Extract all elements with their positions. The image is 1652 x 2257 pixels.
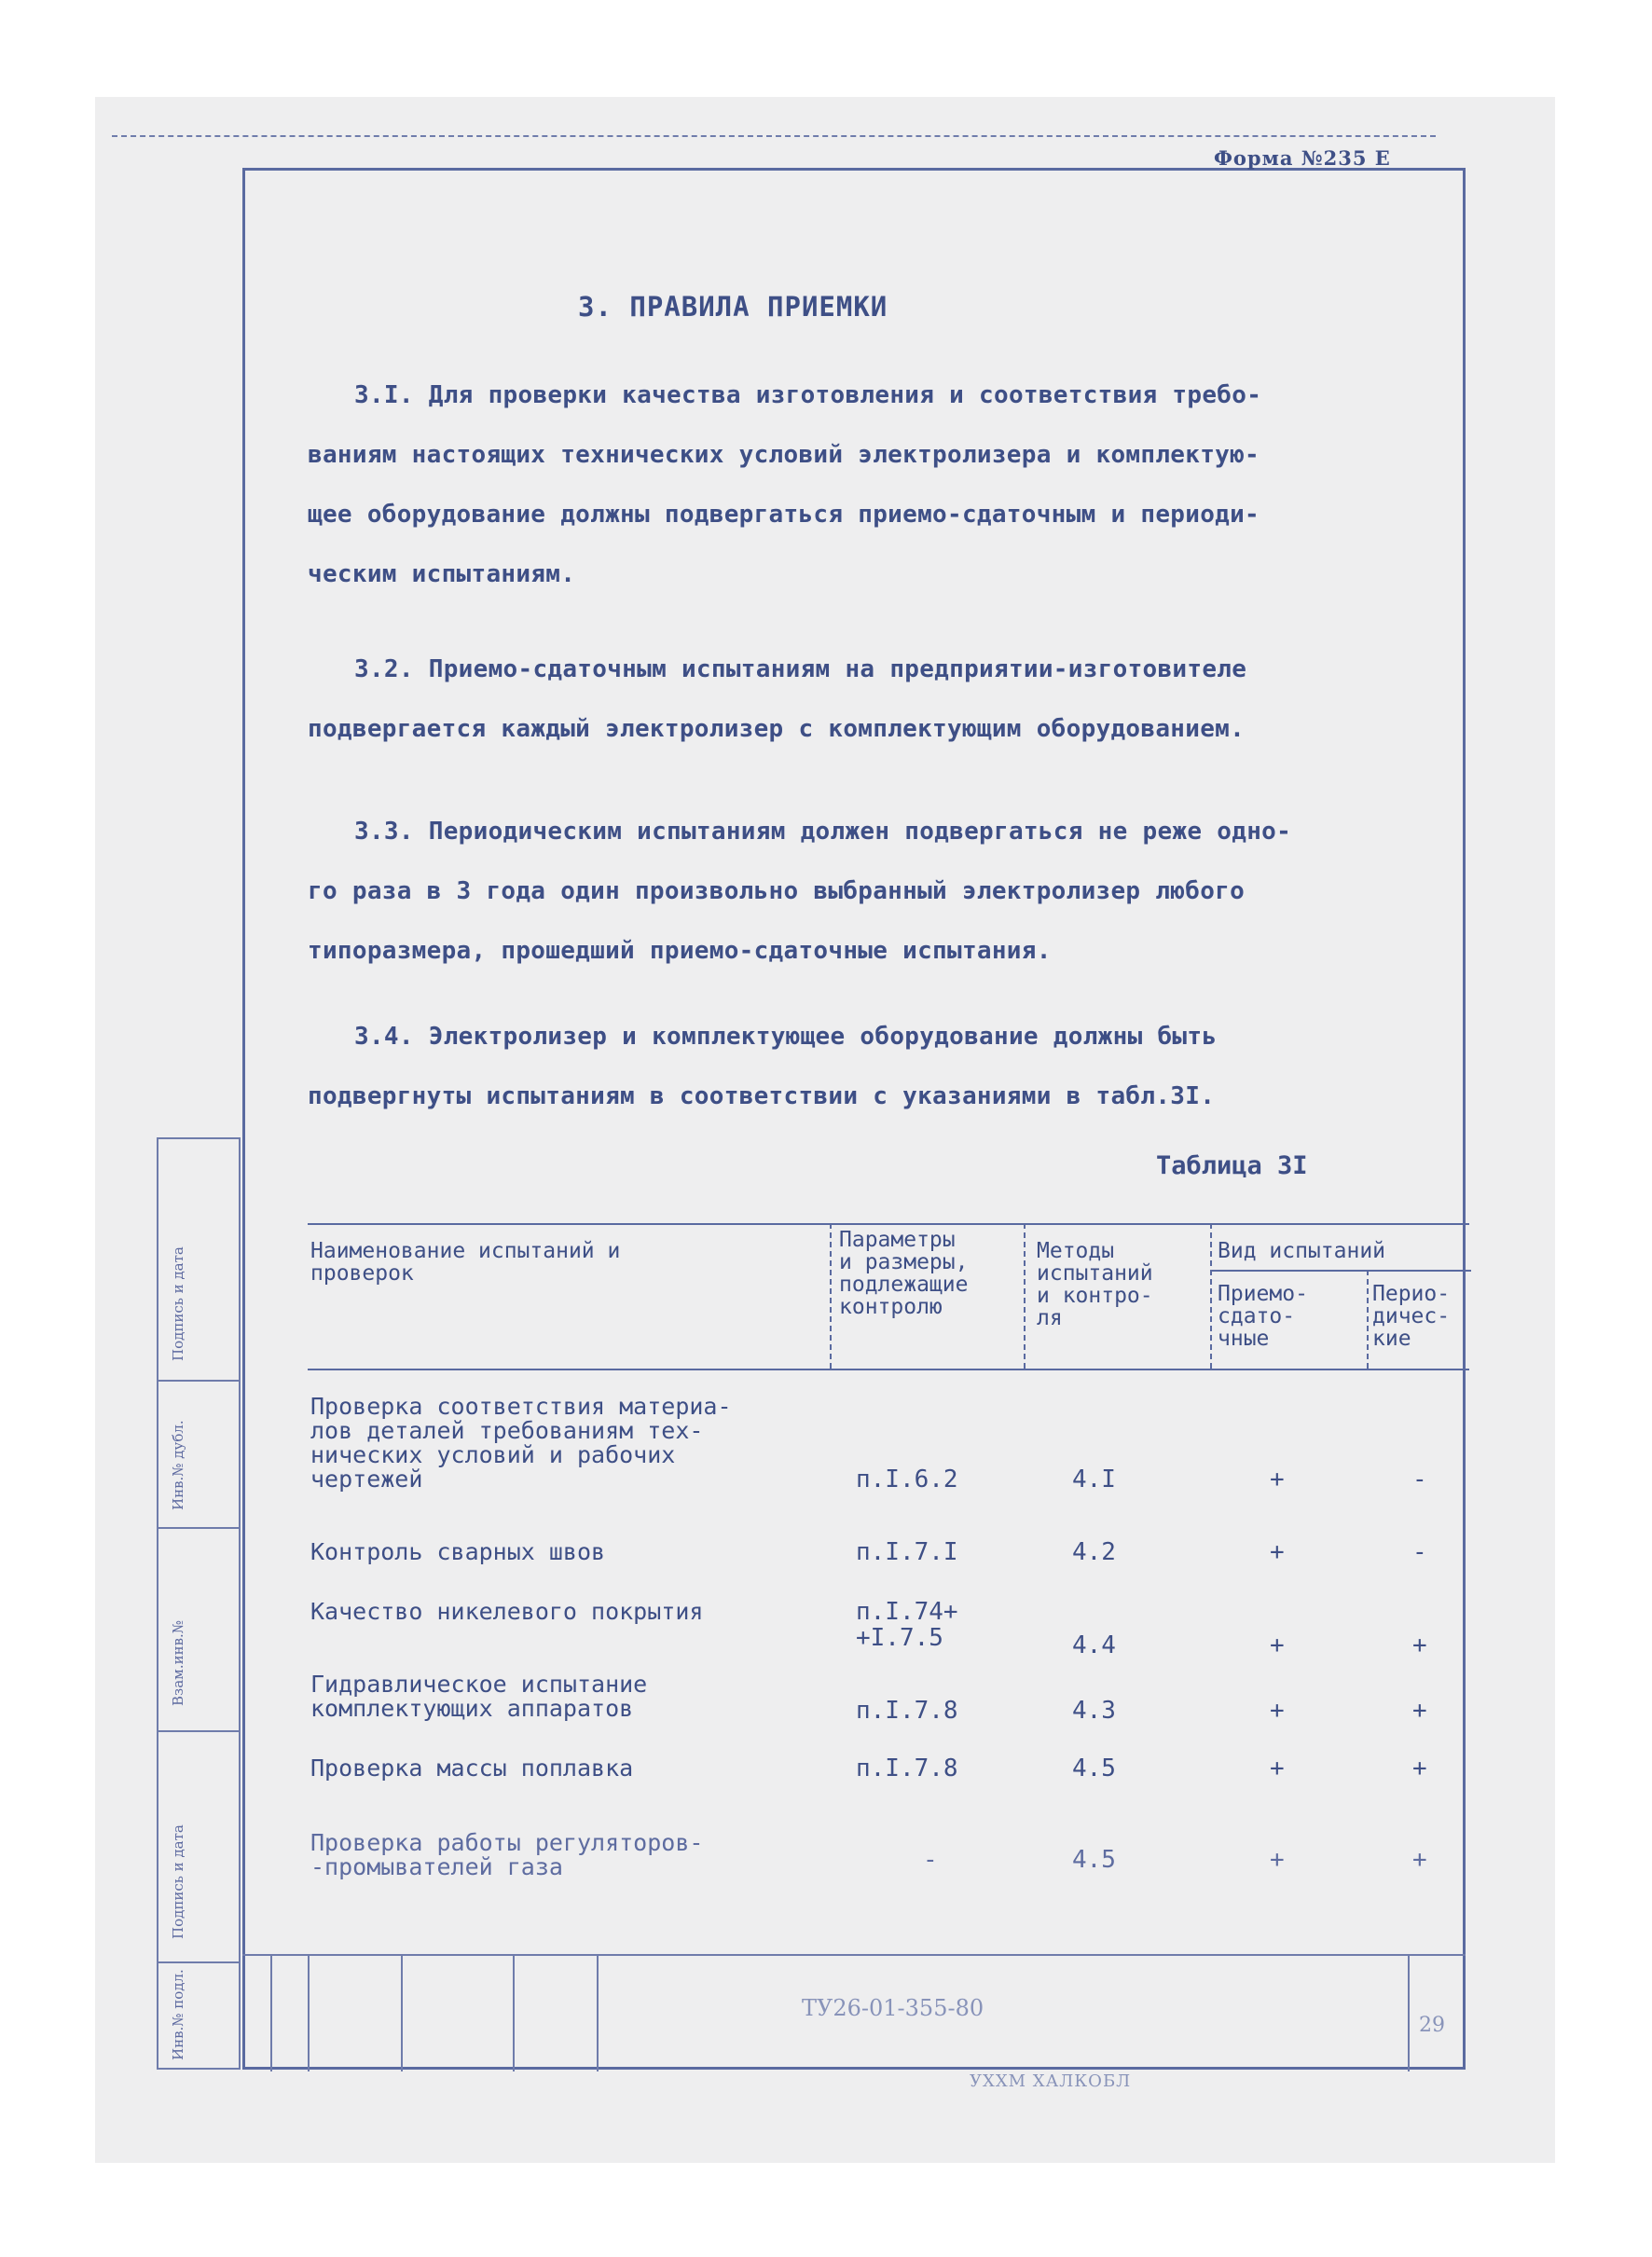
header-line: дичес- xyxy=(1372,1304,1451,1328)
form-number: Форма №235 Е xyxy=(1214,146,1391,170)
row-acceptance: + xyxy=(1270,1538,1285,1566)
row-method: 4.4 xyxy=(1072,1631,1116,1659)
row-param: п.I.7.I xyxy=(856,1538,958,1566)
page-number: 29 xyxy=(1419,2014,1445,2037)
paragraph-line: го раза в 3 года один произвольно выбранный электролизер любого xyxy=(308,877,1246,905)
header-line: проверок xyxy=(310,1261,414,1286)
row-method: 4.2 xyxy=(1072,1538,1116,1566)
row-periodic: + xyxy=(1412,1697,1427,1725)
side-stamp-strip xyxy=(157,1137,241,2070)
section-title: 3. ПРАВИЛА ПРИЕМКИ xyxy=(578,291,888,323)
header-params xyxy=(839,1229,968,1318)
row-periodic: + xyxy=(1412,1631,1427,1659)
header-name xyxy=(310,1240,620,1285)
title-block-cell xyxy=(597,1956,599,2071)
header-line: Приемо- xyxy=(1218,1282,1308,1306)
header-kind: Вид испытаний xyxy=(1218,1239,1386,1263)
paragraph-line: ческим испытаниям. xyxy=(308,560,576,588)
row-name-line: Проверка работы регуляторов- xyxy=(310,1829,704,1856)
side-label: Подпись и дата xyxy=(170,1246,186,1361)
document-code: ТУ26-01-355-80 xyxy=(802,1995,984,2021)
paragraph-line: 3.I. Для проверки качества изготовления и соответствия требо- xyxy=(354,381,1262,409)
row-name-line: комплектующих аппаратов xyxy=(310,1695,634,1722)
table-row-name xyxy=(310,1600,703,1624)
table-subheader-rule xyxy=(1210,1270,1471,1272)
row-param: п.I.7.8 xyxy=(856,1755,958,1782)
header-line: и размеры, xyxy=(839,1250,969,1274)
row-name-line: -промывателей газа xyxy=(310,1853,563,1880)
row-name-line: чертежей xyxy=(310,1466,423,1493)
header-line: Параметры xyxy=(839,1228,956,1252)
paragraph-line: подвергнуты испытаниям в соответствии с указаниями в табл.3I. xyxy=(308,1082,1216,1110)
header-line: и контро- xyxy=(1037,1284,1153,1308)
paragraph-line: 3.2. Приемо-сдаточным испытаниям на предприятии-изготовителе xyxy=(354,655,1247,683)
row-param: п.I.6.2 xyxy=(856,1466,958,1493)
table-top-rule xyxy=(308,1223,1469,1225)
paragraph-line: 3.3. Периодическим испытаниям должен подвергаться не реже одно- xyxy=(354,818,1292,846)
row-name-line: Качество никелевого покрытия xyxy=(310,1598,704,1625)
bottom-note: УХХМ ХАЛКОБЛ xyxy=(970,2071,1132,2091)
header-line: подлежащие xyxy=(839,1273,969,1297)
header-line: сдато- xyxy=(1218,1304,1296,1328)
row-method: 4.5 xyxy=(1072,1846,1116,1874)
side-label: Подпись и дата xyxy=(170,1824,186,1939)
header-line: кие xyxy=(1372,1327,1411,1351)
paragraph-3-4 xyxy=(308,1007,1434,1126)
title-block-cell xyxy=(513,1956,515,2071)
paragraph-3-3 xyxy=(308,802,1434,981)
table-row-name xyxy=(310,1672,647,1721)
header-line: контролю xyxy=(839,1295,943,1319)
paragraph-line: подвергается каждый электролизер с комплектующим оборудованием. xyxy=(308,715,1246,743)
row-acceptance: + xyxy=(1270,1846,1285,1874)
row-name-line: Контроль сварных швов xyxy=(310,1538,606,1565)
row-param: - xyxy=(923,1846,938,1874)
title-block-cell xyxy=(401,1956,403,2071)
side-label: Взам.инв.№ xyxy=(170,1620,186,1706)
row-param: п.I.74+ xyxy=(856,1598,958,1626)
row-periodic: + xyxy=(1412,1846,1427,1874)
row-name-line: Проверка соответствия материа- xyxy=(310,1393,732,1420)
header-periodic xyxy=(1372,1283,1450,1350)
title-block-cell xyxy=(308,1956,310,2071)
side-label: Инв.№ подл. xyxy=(170,1969,186,2060)
row-method: 4.3 xyxy=(1072,1697,1116,1725)
row-name-line: лов деталей требованиям тех- xyxy=(310,1417,704,1444)
table-row-name xyxy=(310,1540,605,1564)
paragraph-3-1 xyxy=(308,365,1434,604)
row-method: 4.I xyxy=(1072,1466,1116,1493)
row-method: 4.5 xyxy=(1072,1755,1116,1782)
paragraph-line: типоразмера, прошедший приемо-сдаточные испытания. xyxy=(308,937,1052,965)
header-line: Перио- xyxy=(1372,1282,1451,1306)
header-line: Методы xyxy=(1037,1239,1115,1263)
row-name-line: Проверка массы поплавка xyxy=(310,1755,634,1782)
table-header-rule xyxy=(308,1369,1469,1370)
top-border-line xyxy=(112,135,1436,137)
header-methods xyxy=(1037,1240,1153,1329)
table-caption: Таблица 3I xyxy=(1156,1151,1308,1180)
header-line: Наименование испытаний и xyxy=(310,1239,621,1263)
header-acceptance xyxy=(1218,1283,1308,1350)
table-col-divider xyxy=(1210,1223,1212,1369)
paragraph-line: ваниям настоящих технических условий электролизера и комплектую- xyxy=(308,441,1260,469)
row-periodic: - xyxy=(1412,1538,1427,1566)
table-col-divider xyxy=(1367,1270,1369,1369)
row-param: п.I.7.8 xyxy=(856,1697,958,1725)
row-name-line: Гидравлическое испытание xyxy=(310,1671,648,1698)
table-row-name xyxy=(310,1395,732,1492)
title-block-cell xyxy=(1408,1956,1410,2071)
paragraph-3-2 xyxy=(308,640,1434,759)
header-line: испытаний xyxy=(1037,1261,1153,1286)
row-name-line: нических условий и рабочих xyxy=(310,1441,676,1468)
title-block-cell xyxy=(270,1956,272,2071)
paragraph-line: 3.4. Электролизер и комплектующее оборудование должны быть xyxy=(354,1023,1218,1051)
paragraph-line: щее оборудование должны подвергаться приемо-сдаточным и периоди- xyxy=(308,501,1260,529)
row-param-continued: +I.7.5 xyxy=(856,1624,943,1652)
row-periodic: + xyxy=(1412,1755,1427,1782)
table-row-name xyxy=(310,1831,703,1879)
table-row-name xyxy=(310,1756,633,1781)
row-acceptance: + xyxy=(1270,1466,1285,1493)
table-col-divider xyxy=(1024,1223,1026,1369)
header-line: ля xyxy=(1037,1306,1063,1330)
header-line: чные xyxy=(1218,1327,1270,1351)
row-acceptance: + xyxy=(1270,1697,1285,1725)
table-col-divider xyxy=(830,1223,832,1369)
side-label: Инв.№ дубл. xyxy=(170,1420,186,1510)
row-acceptance: + xyxy=(1270,1755,1285,1782)
row-periodic: - xyxy=(1412,1466,1427,1493)
row-acceptance: + xyxy=(1270,1631,1285,1659)
